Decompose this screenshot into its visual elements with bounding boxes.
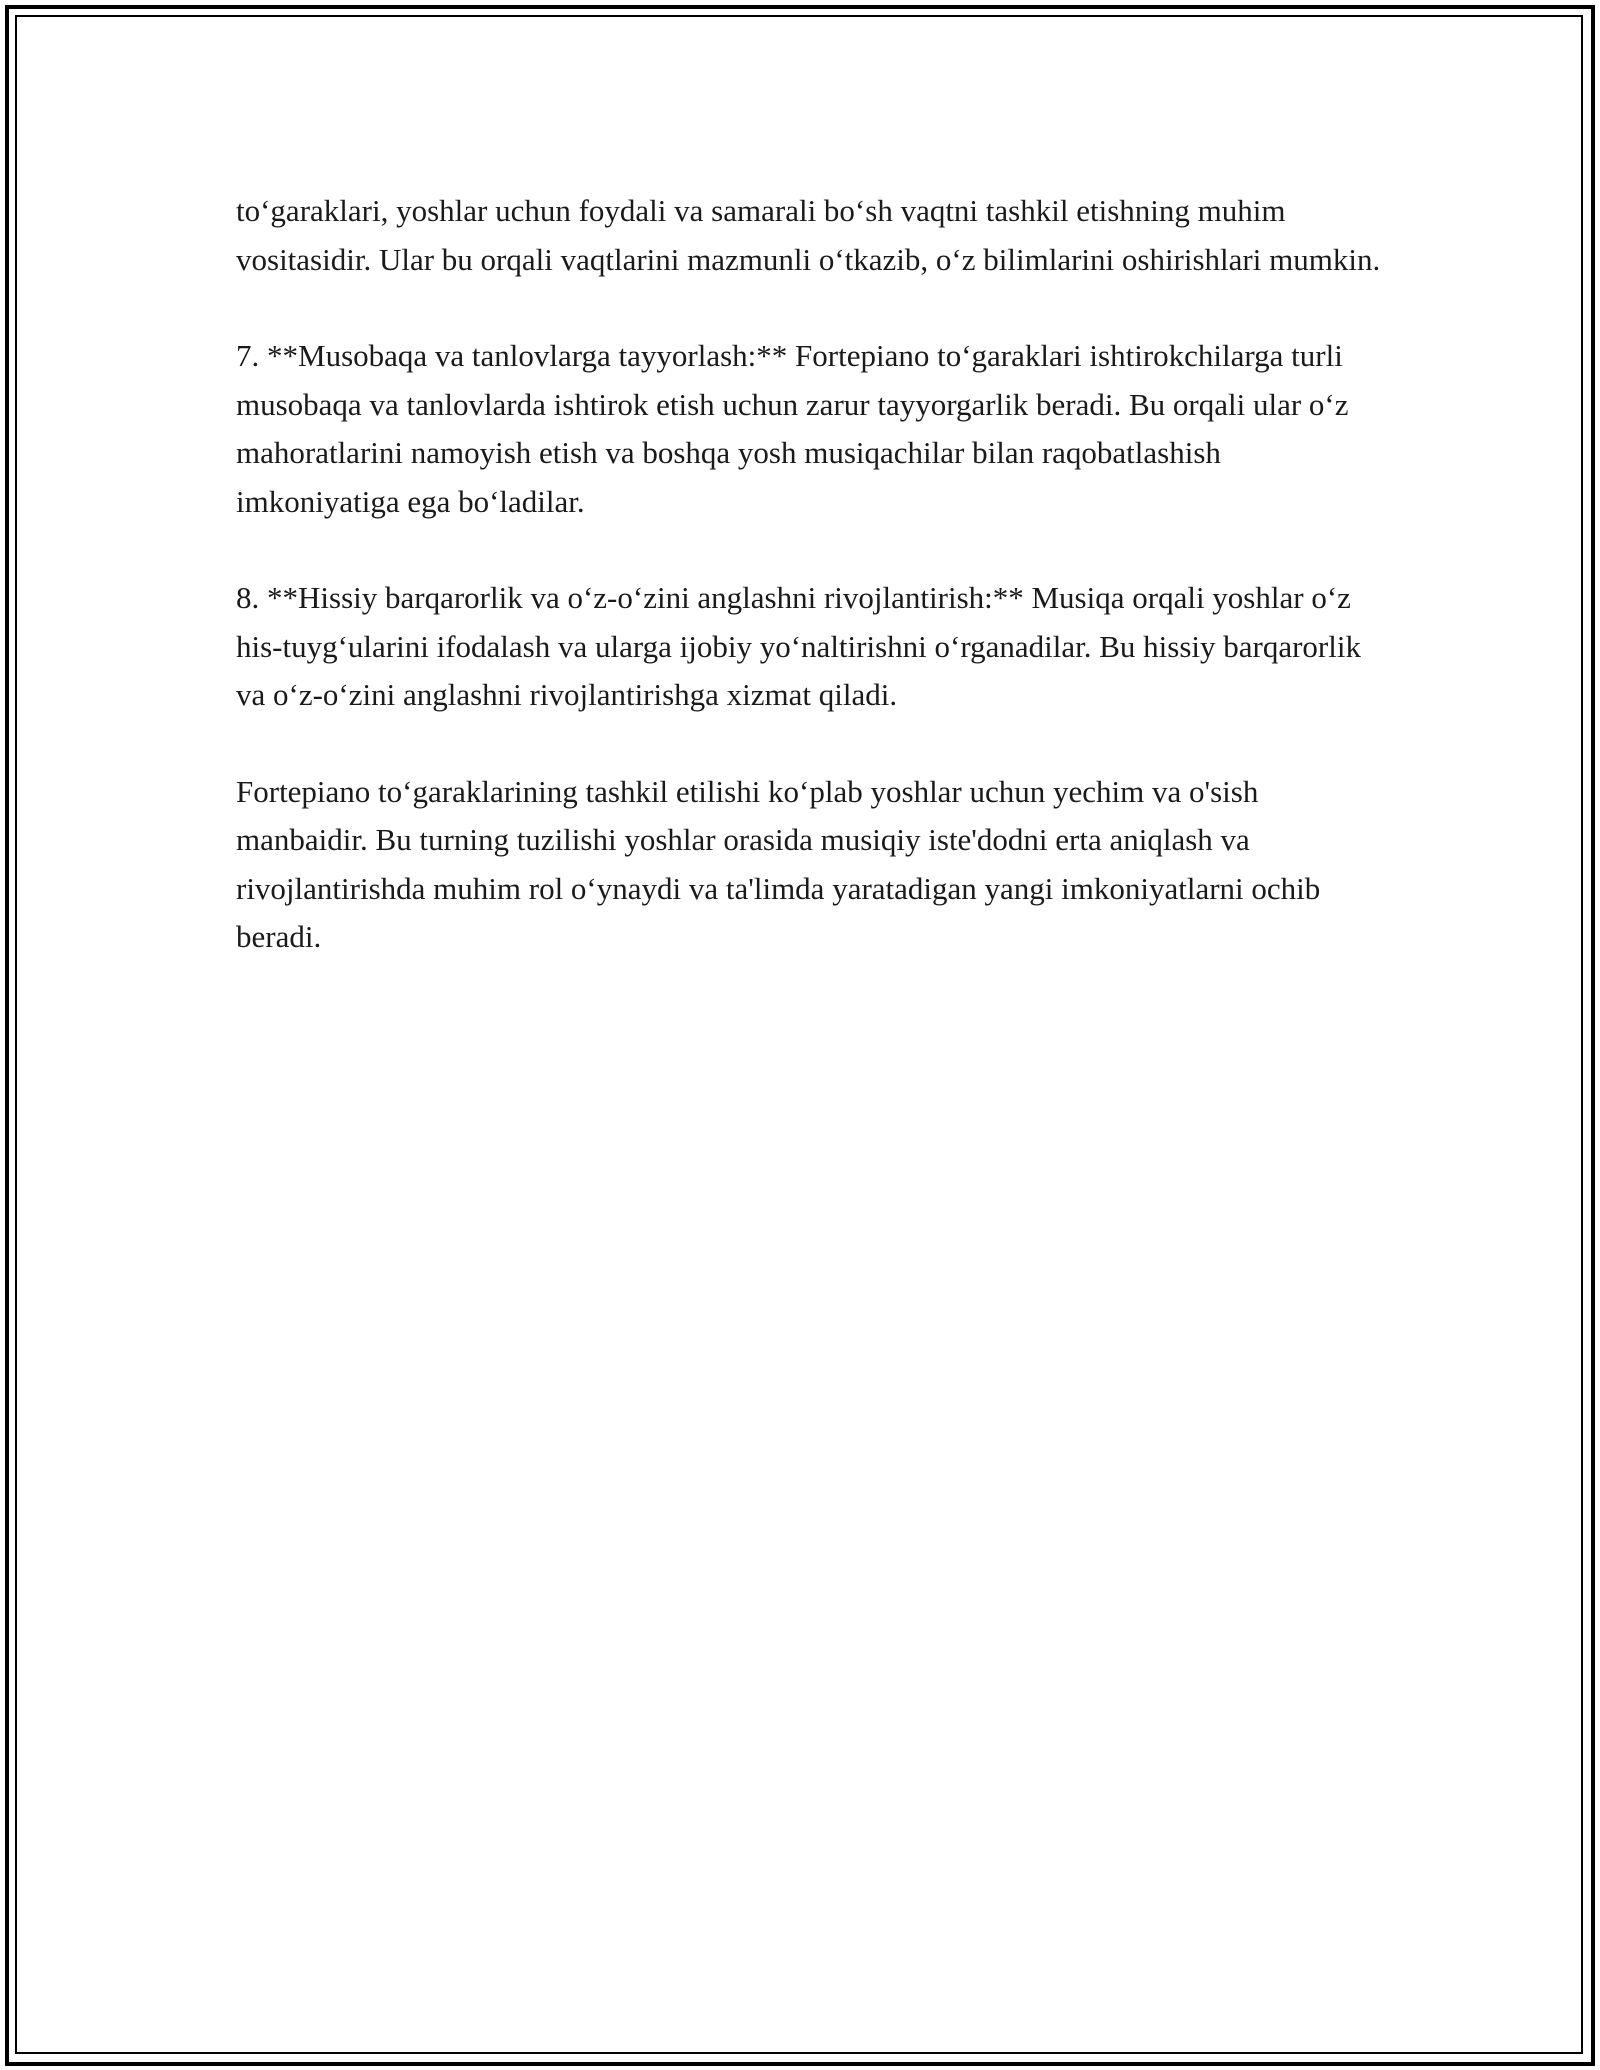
paragraph-item-8: 8. **Hissiy barqarorlik va o‘z-o‘zini anglashni rivojlantirish:** Musiqa orqali yoshlar o‘z his-tuyg‘ularini ifodalash va ularga ijobiy yo‘naltirishni o‘rganadilar. Bu hissiy barqarorlik va o‘z-o‘zini anglashni rivojlantirishga xizmat qiladi. bbox=[236, 580, 1361, 712]
document-body bbox=[236, 187, 1386, 1010]
paragraph-conclusion: Fortepiano to‘garaklarining tashkil etilishi ko‘plab yoshlar uchun yechim va o'sish manbaidir. Bu turning tuzilishi yoshlar orasida musiqiy iste'dodni erta aniqlash va rivojlantirishda muhim rol o‘ynaydi va ta'limda yaratadigan yangi imkoniyatlarni ochib beradi. bbox=[236, 773, 1321, 954]
paragraph-item-7: 7. **Musobaqa va tanlovlarga tayyorlash:** Fortepiano to‘garaklari ishtirokchilarga turli musobaqa va tanlovlarda ishtirok etish uchun zarur tayyorgarlik beradi. Bu orqali ular o‘z mahoratlarini namoyish etish va boshqa yosh musiqachilar bilan raqobatlashish imkoniyatiga ega bo‘ladilar. bbox=[236, 338, 1349, 519]
paragraph-intro-continuation: to‘garaklari, yoshlar uchun foydali va samarali bo‘sh vaqtni tashkil etishning muhim vositasidir. Ular bu orqali vaqtlarini mazmunli o‘tkazib, o‘z bilimlarini oshirishlari mumkin. bbox=[236, 193, 1381, 277]
